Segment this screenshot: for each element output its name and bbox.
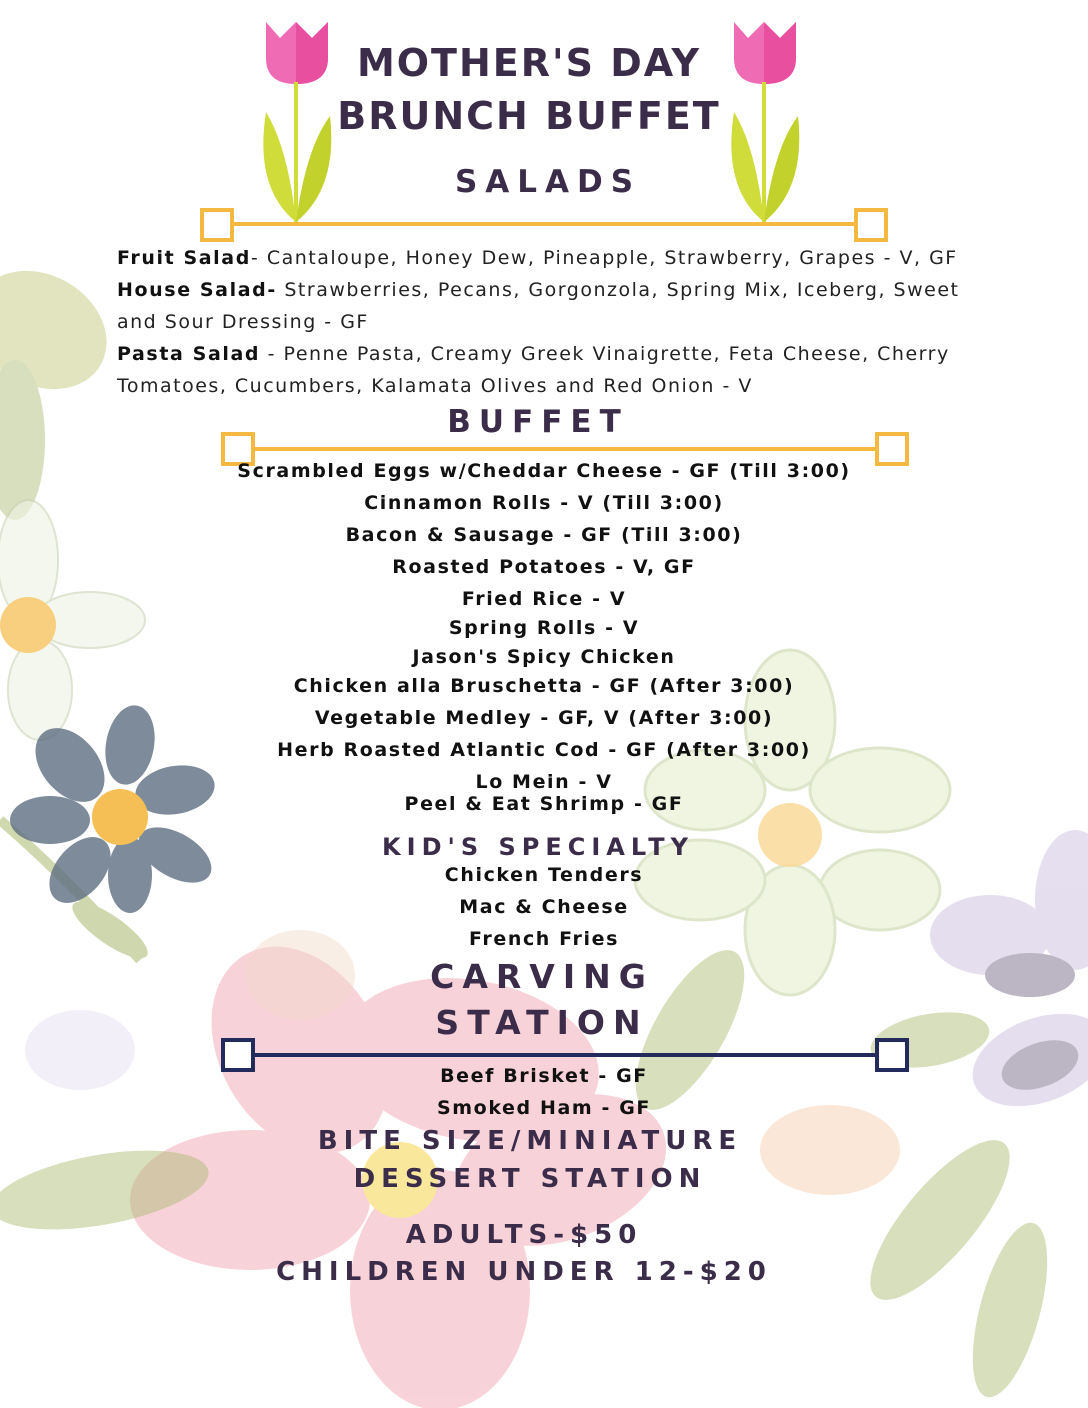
page-title-line2: BRUNCH BUFFET	[337, 94, 721, 138]
dessert-line2: DESSERT STATION	[353, 1164, 707, 1194]
buffet-item: Chicken alla Bruschetta - GF (After 3:00)	[293, 675, 795, 697]
salad-item-house	[117, 274, 977, 338]
kids-item: Chicken Tenders	[444, 864, 644, 886]
buffet-item: Bacon & Sausage - GF (Till 3:00)	[345, 524, 743, 546]
buffet-item: Spring Rolls - V	[448, 617, 640, 639]
kids-heading: KID'S SPECIALTY	[382, 833, 694, 861]
section-divider	[198, 206, 892, 246]
carving-item: Beef Brisket - GF	[440, 1065, 648, 1087]
kids-item: French Fries	[469, 928, 619, 950]
carving-item: Smoked Ham - GF	[437, 1097, 651, 1119]
buffet-item: Jason's Spicy Chicken	[412, 646, 676, 668]
buffet-item: Peel & Eat Shrimp - GF	[404, 793, 684, 815]
salad-item-fruit	[117, 242, 977, 274]
salad-item-pasta	[117, 338, 977, 402]
salad-name: House Salad-	[117, 279, 277, 301]
buffet-item: Fried Rice - V	[461, 588, 627, 610]
salad-name: Fruit Salad	[117, 247, 251, 269]
carving-heading-line2: STATION	[435, 1003, 649, 1042]
buffet-item: Scrambled Eggs w/Cheddar Cheese - GF (Till 3:00)	[237, 460, 851, 482]
dessert-line1: BITE SIZE/MINIATURE	[317, 1126, 743, 1156]
salad-desc: - Penne Pasta, Creamy Greek Vinaigrette, Feta Cheese, Cherry Tomatoes, Cucumbers, Kalamata Olives and Red Onion - V	[117, 343, 950, 397]
buffet-item: Herb Roasted Atlantic Cod - GF (After 3:00)	[277, 739, 811, 761]
buffet-item: Roasted Potatoes - V, GF	[392, 556, 696, 578]
salads-heading: SALADS	[454, 164, 642, 200]
buffet-item: Vegetable Medley - GF, V (After 3:00)	[314, 707, 774, 729]
kids-item: Mac & Cheese	[459, 896, 629, 918]
price-adults: ADULTS-$50	[405, 1220, 643, 1250]
price-children: CHILDREN UNDER 12-$20	[276, 1257, 772, 1287]
salad-desc: - Cantaloupe, Honey Dew, Pineapple, Strawberry, Grapes - V, GF	[250, 247, 958, 269]
salad-name: Pasta Salad	[117, 343, 261, 365]
buffet-heading: BUFFET	[447, 404, 629, 440]
buffet-item: Cinnamon Rolls - V (Till 3:00)	[364, 492, 724, 514]
carving-heading-line1: CARVING	[430, 957, 654, 996]
page-title-line1: MOTHER'S DAY	[356, 41, 702, 85]
salad-desc: Strawberries, Pecans, Gorgonzola, Spring Mix, Iceberg, Sweet and Sour Dressing - GF	[117, 279, 960, 333]
buffet-item: Lo Mein - V	[475, 771, 613, 793]
